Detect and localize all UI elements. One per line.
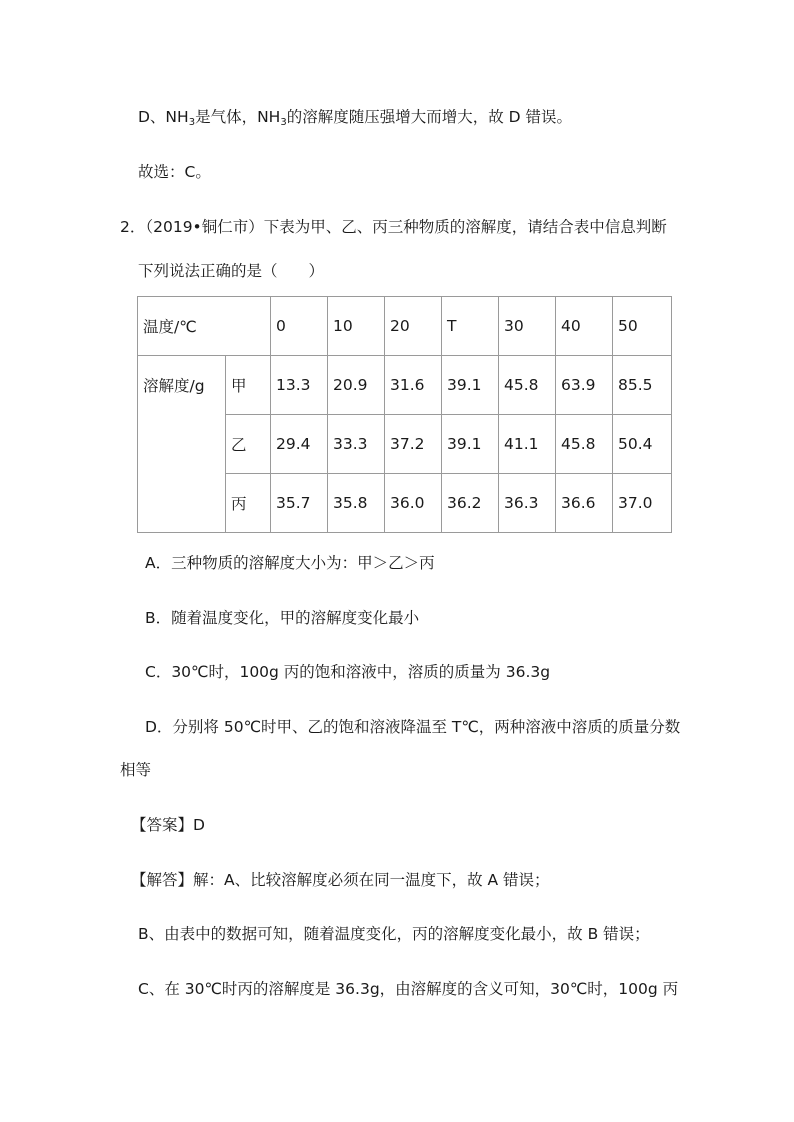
value-cell: 36.0 [385, 474, 442, 533]
value-cell: 13.3 [271, 356, 328, 415]
answer: 【答案】D [131, 816, 205, 834]
option-d-line-2: 相等 [120, 761, 152, 779]
value-cell: 37.2 [385, 415, 442, 474]
prev-choice: 故选：C。 [138, 163, 211, 181]
question-2-line-2: 下列说法正确的是（ ） [138, 262, 325, 280]
question-2-line-1: 2．（2019•铜仁市）下表为甲、乙、丙三种物质的溶解度，请结合表中信息判断 [120, 218, 667, 236]
prev-d-mid: 是气体，NH [195, 108, 281, 126]
value-cell: 29.4 [271, 415, 328, 474]
prev-option-d [138, 106, 572, 128]
prev-d-sub1: 3 [188, 117, 196, 128]
temp-cell: 40 [556, 297, 613, 356]
option-c: C．30℃时，100g 丙的饱和溶液中，溶质的质量为 36.3g [145, 663, 551, 681]
option-b: B．随着温度变化，甲的溶解度变化最小 [145, 609, 420, 627]
value-cell: 85.5 [613, 356, 672, 415]
temp-cell: T [442, 297, 499, 356]
table-header-row [138, 297, 672, 356]
value-cell: 41.1 [499, 415, 556, 474]
value-cell: 35.7 [271, 474, 328, 533]
value-cell: 33.3 [328, 415, 385, 474]
option-d-line-1: D．分别将 50℃时甲、乙的饱和溶液降温至 T℃，两种溶液中溶质的质量分数 [145, 718, 681, 736]
solubility-label-cell: 溶解度/g [138, 356, 226, 533]
analysis-line-1: 【解答】解：A、比较溶解度必须在同一温度下，故 A 错误； [131, 871, 550, 889]
temp-cell: 50 [613, 297, 672, 356]
option-a: A．三种物质的溶解度大小为：甲＞乙＞丙 [145, 554, 435, 572]
value-cell: 45.8 [499, 356, 556, 415]
value-cell: 36.3 [499, 474, 556, 533]
value-cell: 63.9 [556, 356, 613, 415]
substance-name-cell: 甲 [226, 356, 271, 415]
analysis-line-3: C、在 30℃时丙的溶解度是 36.3g，由溶解度的含义可知，30℃时，100g 丙 [138, 980, 679, 998]
prev-d-suffix: 的溶解度随压强增大而增大，故 D 错误。 [286, 108, 572, 126]
value-cell: 50.4 [613, 415, 672, 474]
solubility-table [137, 296, 672, 533]
value-cell: 39.1 [442, 356, 499, 415]
temp-label-cell: 温度/℃ [138, 297, 271, 356]
temp-cell: 10 [328, 297, 385, 356]
value-cell: 20.9 [328, 356, 385, 415]
prev-d-sub2: 3 [280, 117, 287, 128]
temp-cell: 0 [271, 297, 328, 356]
value-cell: 39.1 [442, 415, 499, 474]
temp-cell: 20 [385, 297, 442, 356]
value-cell: 31.6 [385, 356, 442, 415]
value-cell: 36.2 [442, 474, 499, 533]
substance-name-cell: 丙 [226, 474, 271, 533]
value-cell: 45.8 [556, 415, 613, 474]
analysis-line-2: B、由表中的数据可知，随着温度变化，丙的溶解度变化最小，故 B 错误； [138, 925, 650, 943]
value-cell: 35.8 [328, 474, 385, 533]
value-cell: 36.6 [556, 474, 613, 533]
substance-name-cell: 乙 [226, 415, 271, 474]
table-row [138, 356, 672, 415]
value-cell: 37.0 [613, 474, 672, 533]
prev-d-prefix: D、NH [138, 108, 189, 126]
temp-cell: 30 [499, 297, 556, 356]
